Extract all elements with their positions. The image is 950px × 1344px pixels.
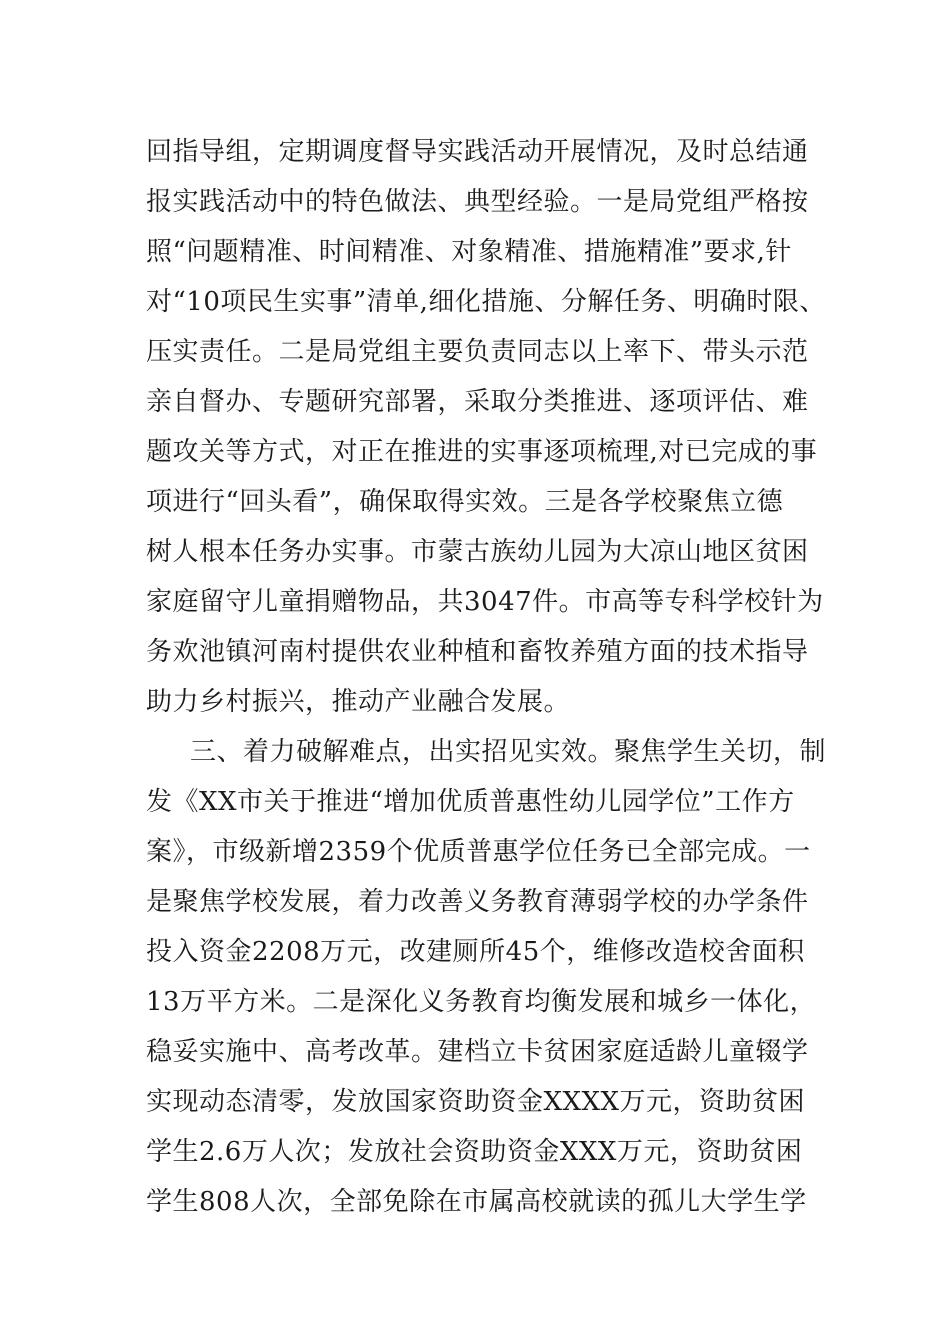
text-line: 题攻关等方式，对正在推进的实事逐项梳理,对已完成的事 — [146, 437, 818, 467]
text-line: 务欢池镇河南村提供农业种植和畜牧养殖方面的技术指导 — [146, 637, 809, 667]
text-line: 助力乡村振兴，推动产业融合发展。 — [146, 687, 571, 717]
text-line: 亲自督办、专题研究部署，采取分类推进、逐项评估、难 — [146, 387, 809, 417]
section-heading-line: 三、着力破解难点，出实招见实效。聚焦学生关切，制 — [190, 737, 827, 767]
text-line: 稳妥实施中、高考改革。建档立卡贫困家庭适龄儿童辍学 — [146, 1037, 809, 1067]
text-line: 学生2.6万人次；发放社会资助资金XXX万元，资助贫困 — [146, 1137, 803, 1167]
text-line: 案》，市级新增2359个优质普惠学位任务已全部完成。一 — [146, 837, 811, 867]
text-line: 报实践活动中的特色做法、典型经验。一是局党组严格按 — [146, 187, 809, 217]
text-line: 发《XX市关于推进“增加优质普惠性幼儿园学位”工作方 — [146, 787, 795, 817]
text-line: 家庭留守儿童捐赠物品，共3047件。市高等专科学校针为 — [146, 587, 824, 617]
text-line: 树人根本任务办实事。市蒙古族幼儿园为大凉山地区贫困 — [146, 537, 809, 567]
text-line: 照“问题精准、时间精准、对象精准、措施精准”要求,针 — [146, 237, 792, 267]
text-line: 回指导组，定期调度督导实践活动开展情况，及时总结通 — [146, 137, 809, 167]
text-line: 对“10项民生实事”清单,细化措施、分解任务、明确时限、 — [146, 287, 826, 317]
text-line: 投入资金2208万元，改建厕所45个，维修改造校舍面积 — [146, 937, 805, 967]
text-line: 项进行“回头看”，确保取得实效。三是各学校聚焦立德 — [146, 487, 784, 517]
text-line: 是聚焦学校发展，着力改善义务教育薄弱学校的办学条件 — [146, 887, 809, 917]
text-line: 13万平方米。二是深化义务教育均衡发展和城乡一体化， — [146, 987, 817, 1017]
text-line: 实现动态清零，发放国家资助资金XXXX万元，资助贫困 — [146, 1087, 806, 1117]
text-line: 压实责任。二是局党组主要负责同志以上率下、带头示范 — [146, 337, 809, 367]
text-line: 学生808人次，全部免除在市属高校就读的孤儿大学生学 — [146, 1187, 807, 1217]
